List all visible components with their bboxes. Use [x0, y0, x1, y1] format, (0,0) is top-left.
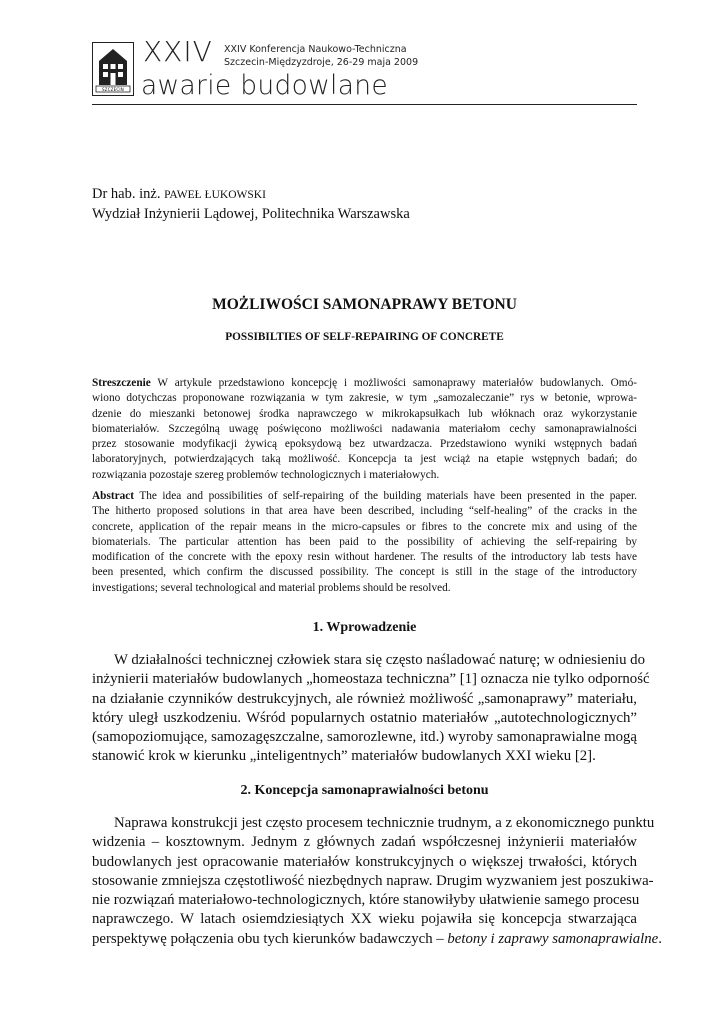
paper-subtitle: POSSIBILTIES OF SELF-REPAIRING OF CONCRETE [225, 331, 504, 343]
text-line: który uległ uszkodzeniu. Wśród popularnych ostatnio materiałów „autotechnologicznych” [92, 709, 637, 726]
author-title: Dr hab. inż. [92, 186, 165, 202]
conference-number: XXIV [143, 35, 213, 68]
section-2-paragraph [92, 814, 662, 949]
streszczenie-label: Streszczenie [92, 377, 151, 389]
text-line: inżynierii materiałów budowlanych „homeostaza techniczna” [1] oznacza nie tylko odporność [92, 671, 650, 688]
text-line: W artykule przedstawiono koncepcję i możliwości samonaprawy materiałów budowlanych. Omó- [150, 377, 637, 389]
section-2-heading: 2. Koncepcja samonaprawialności betonu [240, 783, 489, 798]
text-line: stosowanie zmniejsza częstotliwość niezbędnych napraw. Drugim wyzwaniem jest poszukiwa- [92, 872, 654, 889]
text-fragment: perspektywę połączenia obu tych kierunków badawczych – [92, 930, 448, 947]
text-line: concrete, application of the repair means in the micro-capsules or fibres to the concrete mix and using of the [92, 520, 637, 533]
streszczenie-paragraph [92, 376, 637, 483]
conference-title: XXIV Konferencja Naukowo-Techniczna [224, 44, 407, 55]
conference-location-date: Szczecin-Międzyzdroje, 26-29 maja 2009 [224, 57, 419, 68]
emphasized-term: betony i zaprawy samonaprawialne [447, 930, 659, 947]
author-name: PAWEŁ ŁUKOWSKI [164, 189, 266, 201]
author-line [92, 186, 266, 203]
section-1-paragraph [92, 651, 650, 767]
text-fragment: . [658, 930, 662, 947]
abstract-paragraph [92, 489, 637, 596]
text-line: widzenia – kosztownym. Jednym z głównych zadań współczesnej inżynierii materiałów [92, 834, 637, 851]
text-line: modification of the concrete with the epoxy resin without hardener. The results of the introductory lab tests have [92, 551, 637, 564]
header-rule [92, 104, 637, 105]
text-line: na działanie czynników destrukcyjnych, ale również możliwość „samonaprawy” materiału, [92, 690, 637, 707]
text-line: (samopoziomujące, samozagęszczalne, samorozlewne, itd.) wyroby samonaprawialne mogą [92, 729, 637, 746]
author-affiliation: Wydział Inżynierii Lądowej, Politechnika Warszawska [92, 206, 410, 222]
text-line: been presented, which confirm the discussed possibility. The concept is still in the stage of the introductory [92, 566, 637, 579]
text-line: Naprawa konstrukcji jest często procesem technicznie trudnym, a z ekonomicznego punktu [114, 815, 655, 831]
text-line: laboratoryjnych, potwierdzających taką możliwość. Koncepcja ta jest wciąż na etapie wstępnych badań; do [92, 453, 637, 466]
text-line: stanowić krok w kierunku „inteligentnych” materiałów budowlanych XXI wieku [2]. [92, 748, 596, 765]
logo-caption: SZCZECIN [102, 87, 124, 92]
text-line: wiono dotychczas proponowane rozwiązania w tym zakresie, w tym „samozaleczanie” rys w betonie, wprowa- [92, 392, 637, 405]
text-line: przez stosowanie modyfikacji żywicą epoksydową bez utwardzacza. Przedstawiono wyniki wstępnych badań [92, 438, 637, 451]
conference-logo [92, 42, 134, 96]
text-line: rozwiązania pozostaje szereg problemów technologicznych i materiałowych. [92, 468, 440, 481]
text-line: dzenie do mieszanki betonowej środka naprawczego w mikrokapsułkach lub włóknach oraz wykorzystanie [92, 407, 637, 420]
text-line: The idea and possibilities of self-repairing of the building materials have been presented in the paper. [134, 490, 637, 502]
text-line: budowlanych jest opracowanie materiałów konstrukcyjnych o większej trwałości, których [92, 853, 637, 870]
text-line: The hitherto proposed solutions in that area have been described, including “self-healing” of the cracks in the [92, 505, 637, 518]
text-line: biomaterials. The particular attention has been paid to the possibility of achieving the self-repairing by [92, 535, 637, 548]
text-line: nie rozwiązań materiałowo-technologicznych, które stanowiłyby ułatwienie samego procesu [92, 892, 640, 909]
text-line: biomateriałów. Szczególną uwagę poświęcono możliwości nadawania materiałom cechy samonaprawialności [92, 422, 637, 435]
section-1-heading: 1. Wprowadzenie [312, 620, 417, 635]
paper-title: MOŻLIWOŚCI SAMONAPRAWY BETONU [212, 296, 517, 313]
text-line: naprawczego. W latach osiemdziesiątych XX wieku pojawiła się koncepcja stwarzająca [92, 911, 637, 928]
text-line: W działalności technicznej człowiek stara się często naśladować naturę; w odniesieniu do [114, 652, 645, 668]
text-line [92, 930, 662, 949]
conference-series-name: awarie budowlane [141, 70, 388, 101]
abstract-label: Abstract [92, 490, 135, 502]
text-line: investigations; several technological and material problems should be resolved. [92, 581, 451, 594]
